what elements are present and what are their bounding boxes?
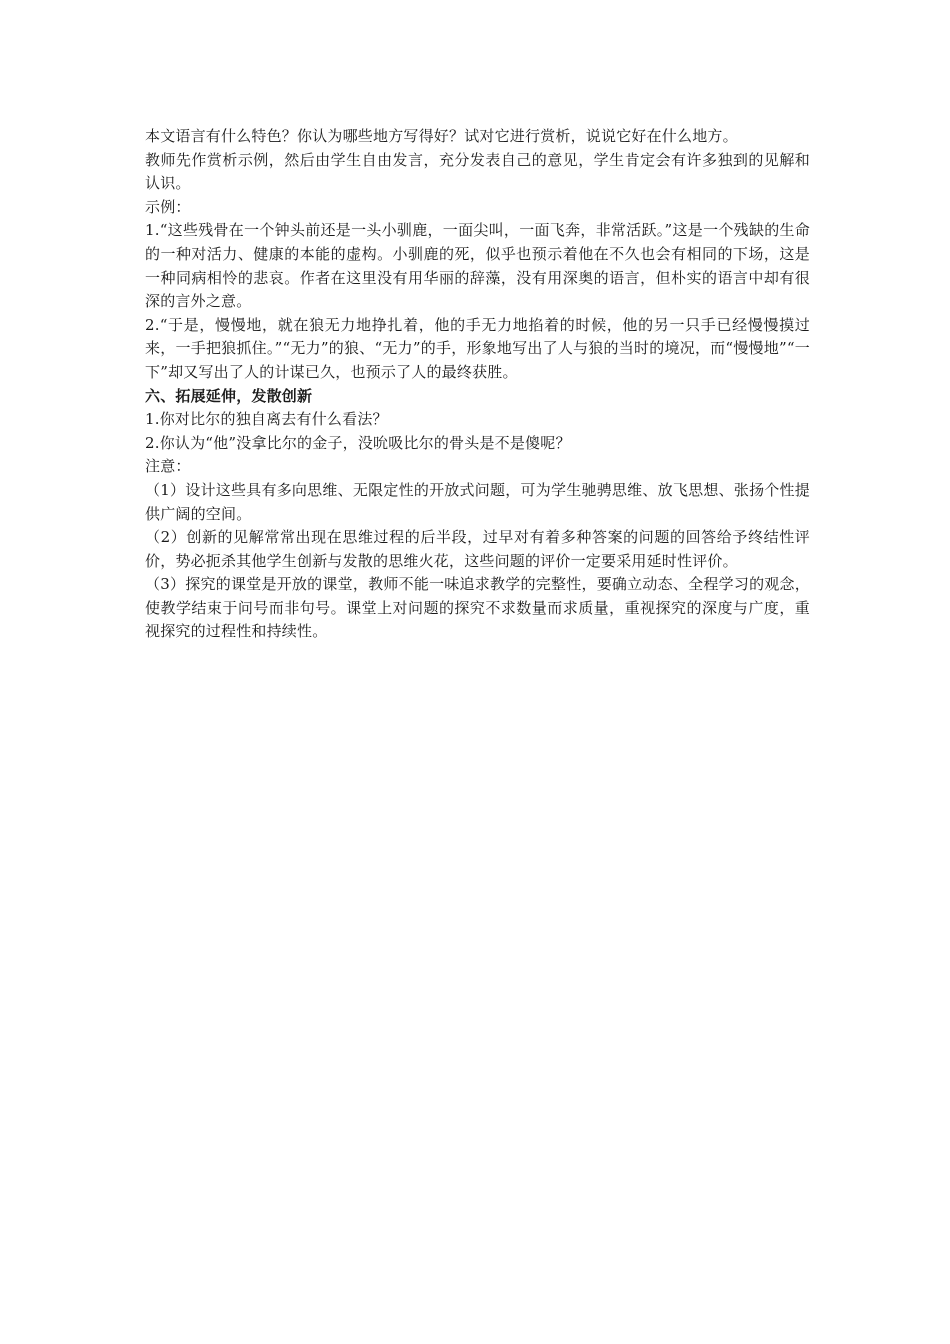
question-item-1: 1.你对比尔的独自离去有什么看法？ [145, 410, 388, 429]
example-item-1: 1.“这些残骨在一个钟头前还是一头小驯鹿，一面尖叫，一面飞奔，非常活跃。”这是一个残缺的生命的一种对活力、健康的本能的虚构。小驯鹿的死，似乎也预示着他在不久也会有相同的下场，这是一种同病相怜的悲哀。作者在这里没有用华丽的辞藻，没有用深奥的语言，但朴实的语言中却有很深的言外之意。 [145, 221, 810, 311]
intro-teacher-instruction: 教师先作赏析示例，然后由学生自由发言，充分发表自己的意见，学生肯定会有许多独到的见解和认识。 [145, 150, 810, 193]
question-item-2: 2.你认为“他”没拿比尔的金子，没吮吸比尔的骨头是不是傻呢？ [145, 433, 571, 452]
note-item-1: （1）设计这些具有多向思维、无限定性的开放式问题，可为学生驰骋思维、放飞思想、张扬个性提供广阔的空间。 [145, 480, 810, 523]
section-heading: 六、拓展延伸，发散创新 [145, 386, 313, 405]
intro-question: 本文语言有什么特色？你认为哪些地方写得好？试对它进行赏析，说说它好在什么地方。 [145, 127, 738, 145]
example-label: 示例： [145, 197, 191, 216]
note-item-2: （2）创新的见解常常出现在思维过程的后半段，过早对有着多种答案的问题的回答给予终结性评价，势必扼杀其他学生创新与发散的思维火花，这些问题的评价一定要采用延时性评价。 [145, 528, 810, 570]
example-item-2: 2.“于是，慢慢地，就在狼无力地挣扎着，他的手无力地掐着的时候，他的另一只手已经慢慢摸过来，一手把狼抓住。”“无力”的狼、“无力”的手，形象地写出了人与狼的当时的境况，而“慢慢地”“一下”却又写出了人的计谋已久，也预示了人的最终获胜。 [145, 315, 810, 381]
note-item-3: （3）探究的课堂是开放的课堂，教师不能一味追求教学的完整性，要确立动态、全程学习的观念，使教学结束于问号而非句号。课堂上对问题的探究不求数量而求质量，重视探究的深度与广度，重视探究的过程性和持续性。 [145, 575, 810, 641]
note-label: 注意： [145, 457, 191, 476]
document-body [145, 125, 810, 644]
